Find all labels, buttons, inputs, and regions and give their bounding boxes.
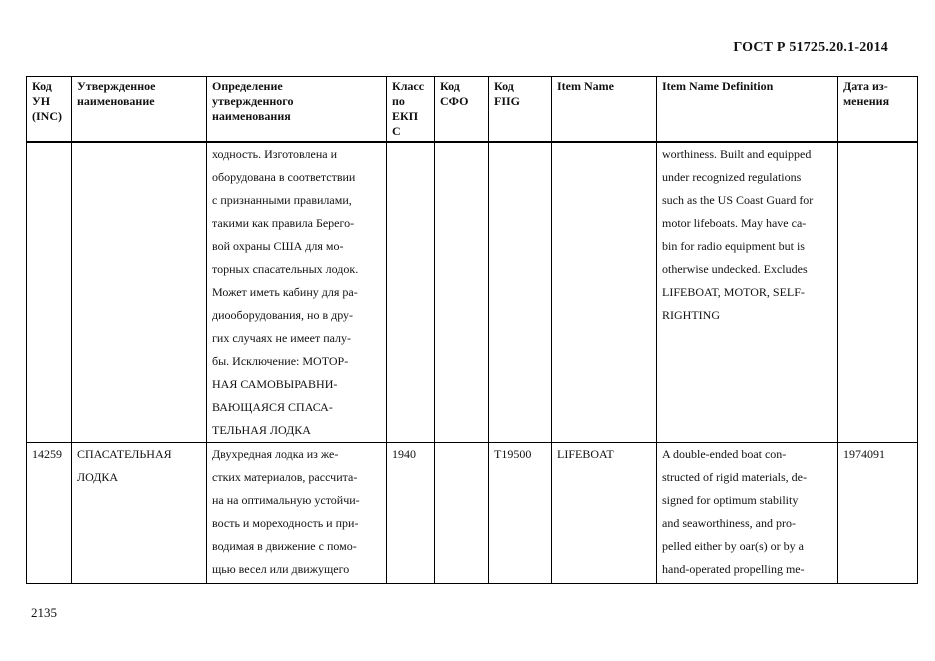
cell-text-line: motor lifeboats. May have ca-	[662, 216, 807, 230]
header-text-line: Код	[494, 79, 514, 93]
cell-text-line: Двухредная лодка из же-	[212, 447, 339, 461]
cell-text-line: and seaworthiness, and pro-	[662, 516, 796, 530]
page-number: 2135	[31, 605, 57, 620]
header-text-line: наименование	[77, 94, 155, 108]
cell-text-line: 1974091	[843, 447, 885, 461]
cell-text-line: structed of rigid materials, de-	[662, 470, 807, 484]
header-sfo-code	[435, 77, 489, 143]
cell-text-line: водимая в движение с помо-	[212, 539, 357, 553]
header-text-line: Item Name Definition	[662, 79, 774, 93]
cell-class	[387, 443, 435, 584]
cell-text-line: НАЯ САМОВЫРАВНИ-	[212, 377, 338, 391]
cell-text-line: оборудована в соответствии	[212, 170, 356, 184]
cell-definition-ru	[207, 142, 387, 443]
cell-text-line: щью весел или движущего	[212, 562, 350, 576]
cell-approved-name	[72, 443, 207, 584]
header-approved-name	[72, 77, 207, 143]
cell-item-name	[552, 142, 657, 443]
cell-text-line: такими как правила Берего-	[212, 216, 355, 230]
cell-text-line: ВАЮЩАЯСЯ СПАСА-	[212, 400, 333, 414]
cell-text-line: such as the US Coast Guard for	[662, 193, 814, 207]
cell-inc	[27, 142, 72, 443]
cell-date	[838, 443, 918, 584]
header-text-line: Код	[440, 79, 460, 93]
cell-date	[838, 142, 918, 443]
cell-text-line: ЛОДКА	[77, 470, 119, 484]
header-text-line: (INC)	[32, 109, 62, 123]
cell-fiig	[489, 142, 552, 443]
cell-text-line: торных спасательных лодок.	[212, 262, 359, 276]
cell-fiig	[489, 443, 552, 584]
header-fiig-code	[489, 77, 552, 143]
header-text-line: Item Name	[557, 79, 614, 93]
header-item-name-definition	[657, 77, 838, 143]
cell-inc	[27, 443, 72, 584]
cell-text-line: на на оптимальную устойчи-	[212, 493, 360, 507]
cell-text-line: диооборудования, но в дру-	[212, 308, 354, 322]
cell-text-line: pelled either by oar(s) or by a	[662, 539, 804, 553]
catalog-table	[26, 76, 918, 584]
cell-text-line: СПАСАТЕЛЬНАЯ	[77, 447, 172, 461]
cell-text-line: бы. Исключение: МОТОР-	[212, 354, 349, 368]
table-header-row	[27, 77, 918, 143]
header-text-line: утвержденного	[212, 94, 294, 108]
cell-text-line: вой охраны США для мо-	[212, 239, 344, 253]
cell-text-line: A double-ended boat con-	[662, 447, 787, 461]
cell-text-line: under recognized regulations	[662, 170, 802, 184]
header-text-line: Класс	[392, 79, 425, 93]
cell-text-line: стких материалов, рассчита-	[212, 470, 358, 484]
cell-item-name	[552, 443, 657, 584]
cell-text-line: LIFEBOAT, MOTOR, SELF-	[662, 285, 805, 299]
cell-text-line: bin for radio equipment but is	[662, 239, 805, 253]
cell-definition-en	[657, 443, 838, 584]
header-text-line: FIIG	[494, 94, 521, 108]
cell-definition-en	[657, 142, 838, 443]
header-text-line: менения	[843, 94, 890, 108]
cell-text-line: ТЕЛЬНАЯ ЛОДКА	[212, 423, 311, 437]
header-text-line: С	[392, 124, 401, 138]
cell-sfo	[435, 142, 489, 443]
cell-text-line: 14259	[32, 447, 62, 461]
cell-text-line: с признанными правилами,	[212, 193, 352, 207]
header-inc	[27, 77, 72, 143]
header-text-line: ЕКП	[392, 109, 419, 123]
cell-text-line: otherwise undecked. Excludes	[662, 262, 808, 276]
cell-text-line: signed for optimum stability	[662, 493, 799, 507]
cell-text-line: вость и мореходность и при-	[212, 516, 359, 530]
header-text-line: наименования	[212, 109, 291, 123]
header-item-name	[552, 77, 657, 143]
cell-text-line: T19500	[494, 447, 532, 461]
cell-text-line: Может иметь кабину для ра-	[212, 285, 358, 299]
header-text-line: Определение	[212, 79, 283, 93]
cell-text-line: worthiness. Built and equipped	[662, 147, 812, 161]
header-text-line: УН	[32, 94, 51, 108]
header-class	[387, 77, 435, 143]
cell-sfo	[435, 443, 489, 584]
cell-text-line: 1940	[392, 447, 416, 461]
table-row	[27, 443, 918, 584]
header-text-line: Код	[32, 79, 52, 93]
cell-definition-ru	[207, 443, 387, 584]
cell-text-line: RIGHTING	[662, 308, 720, 322]
cell-text-line: LIFEBOAT	[557, 447, 614, 461]
header-text-line: Дата из-	[843, 79, 888, 93]
header-text-line: СФО	[440, 94, 469, 108]
header-text-line: Утвержденное	[77, 79, 156, 93]
header-text-line: по	[392, 94, 405, 108]
cell-text-line: гих случаях не имеет палу-	[212, 331, 352, 345]
header-approved-name-definition	[207, 77, 387, 143]
cell-text-line: ходность. Изготовлена и	[212, 147, 338, 161]
cell-class	[387, 142, 435, 443]
cell-text-line: hand-operated propelling me-	[662, 562, 805, 576]
table-row	[27, 142, 918, 443]
header-change-date	[838, 77, 918, 143]
cell-approved-name	[72, 142, 207, 443]
document-code: ГОСТ Р 51725.20.1-2014	[733, 40, 888, 55]
